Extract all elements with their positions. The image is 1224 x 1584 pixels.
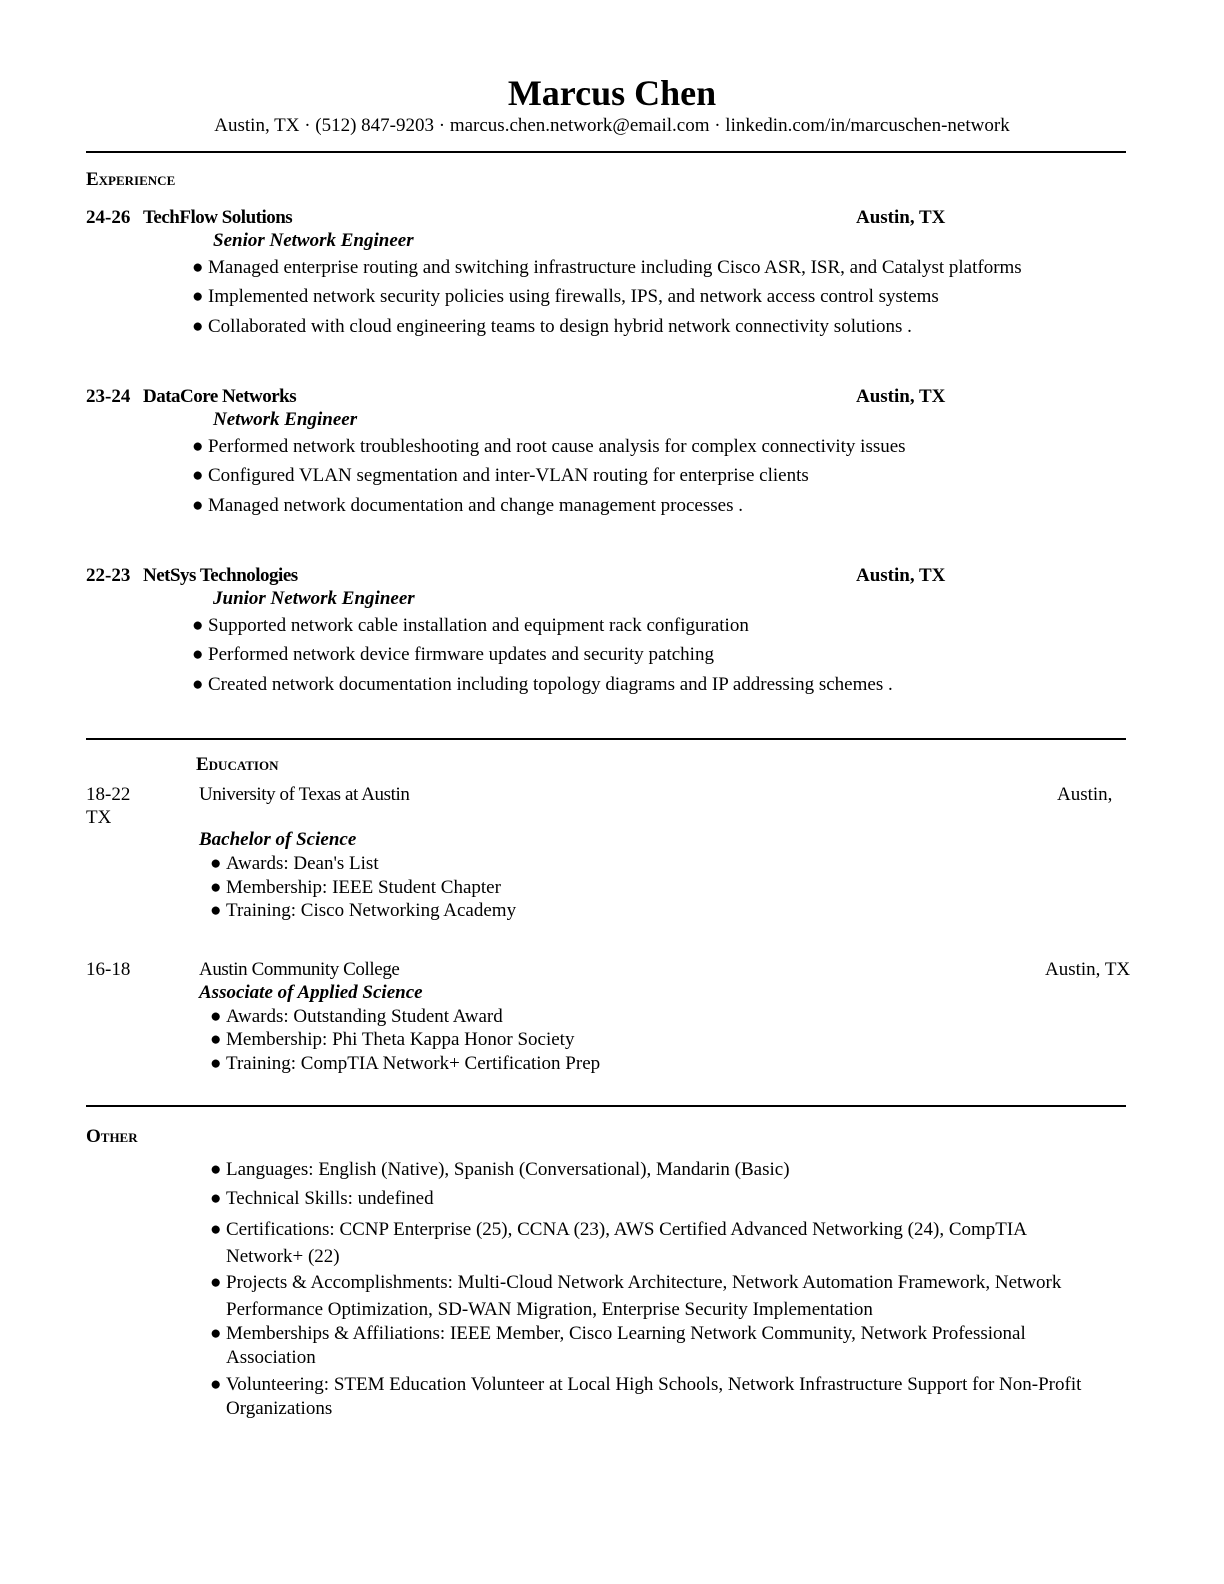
- other-item-memberships: ● Memberships & Affiliations: IEEE Member, Cisco Learning Network Community, Network Professional Association: [210, 1323, 1026, 1368]
- edu-bullet: ● Membership: Phi Theta Kappa Honor Society: [210, 1029, 575, 1050]
- edu-school: University of Texas at Austin: [199, 784, 410, 805]
- job-bullet: ● Managed network documentation and change management processes .: [192, 495, 743, 516]
- job-company: TechFlow Solutions: [143, 207, 293, 228]
- job-bullet: ● Configured VLAN segmentation and inter-VLAN routing for enterprise clients: [192, 465, 809, 486]
- bullet-icon: ●: [210, 1053, 222, 1074]
- bullet-icon: ●: [210, 900, 222, 921]
- other-item-certifications: ● Certifications: CCNP Enterprise (25), CCNA (23), AWS Certified Advanced Networking (24), CompTIA Network+ (22): [210, 1216, 1110, 1270]
- bullet-icon: ●: [210, 1323, 222, 1344]
- job-location: Austin, TX: [856, 565, 946, 586]
- section-heading-education: Education: [196, 754, 279, 775]
- edu-bullet: ● Training: CompTIA Network+ Certification Prep: [210, 1053, 601, 1074]
- bullet-icon: ●: [210, 1272, 222, 1293]
- job-company: DataCore Networks: [143, 386, 297, 407]
- bullet-icon: ●: [192, 465, 204, 486]
- edu-bullet: ● Awards: Dean's List: [210, 853, 379, 874]
- section-heading-experience: Experience: [86, 169, 176, 190]
- divider-education: [86, 1105, 1126, 1107]
- bullet-icon: ●: [210, 1374, 222, 1395]
- job-dates: 23-24: [86, 386, 131, 407]
- bullet-icon: ●: [192, 316, 204, 337]
- bullet-icon: ●: [210, 877, 222, 898]
- bullet-icon: ●: [210, 1188, 222, 1209]
- bullet-icon: ●: [210, 1029, 222, 1050]
- job-dates: 22-23: [86, 565, 131, 586]
- job-title: Junior Network Engineer: [213, 588, 415, 609]
- job-bullet: ● Collaborated with cloud engineering teams to design hybrid network connectivity solutions .: [192, 316, 912, 337]
- edu-degree: Associate of Applied Science: [199, 982, 423, 1003]
- edu-dates: 16-18: [86, 959, 131, 980]
- job-bullet: ● Managed enterprise routing and switching infrastructure including Cisco ASR, ISR, and Catalyst platforms: [192, 257, 1022, 278]
- bullet-icon: ●: [210, 1159, 222, 1180]
- bullet-icon: ●: [192, 286, 204, 307]
- bullet-icon: ●: [192, 436, 204, 457]
- job-location: Austin, TX: [856, 386, 946, 407]
- bullet-icon: ●: [210, 853, 222, 874]
- job-location: Austin, TX: [856, 207, 946, 228]
- bullet-icon: ●: [192, 615, 204, 636]
- edu-bullet: ● Training: Cisco Networking Academy: [210, 900, 517, 921]
- contact-line: Austin, TX · (512) 847-9203 · marcus.chen.network@email.com · linkedin.com/in/marcuschen-network: [214, 115, 1010, 136]
- bullet-icon: ●: [192, 674, 204, 695]
- edu-location: Austin,: [1057, 784, 1113, 805]
- job-dates: 24-26: [86, 207, 131, 228]
- edu-location-wrap: TX: [86, 807, 112, 828]
- other-item-volunteering: ● Volunteering: STEM Education Volunteer at Local High Schools, Network Infrastructure Support for Non-Profit Organizations: [210, 1374, 1082, 1419]
- edu-degree: Bachelor of Science: [199, 829, 357, 850]
- edu-dates: 18-22: [86, 784, 131, 805]
- other-item-technical-skills: ● Technical Skills: undefined: [210, 1188, 434, 1209]
- job-bullet: ● Supported network cable installation and equipment rack configuration: [192, 615, 749, 636]
- edu-bullet: ● Membership: IEEE Student Chapter: [210, 877, 501, 898]
- edu-bullet: ● Awards: Outstanding Student Award: [210, 1006, 503, 1027]
- divider-experience: [86, 738, 1126, 740]
- job-title: Senior Network Engineer: [213, 230, 414, 251]
- other-item-projects: ● Projects & Accomplishments: Multi-Cloud Network Architecture, Network Automation Framework, Network Performance Optimization, SD-WAN Migration, Enterprise Security Implementation: [210, 1269, 1110, 1323]
- bullet-icon: ●: [192, 495, 204, 516]
- divider-header: [86, 151, 1126, 153]
- bullet-icon: ●: [210, 1219, 222, 1240]
- job-bullet: ● Implemented network security policies using firewalls, IPS, and network access control systems: [192, 286, 939, 307]
- job-company: NetSys Technologies: [143, 565, 298, 586]
- edu-school: Austin Community College: [199, 959, 400, 980]
- edu-location: Austin, TX: [1045, 959, 1131, 980]
- job-bullet: ● Created network documentation including topology diagrams and IP addressing schemes .: [192, 674, 893, 695]
- job-title: Network Engineer: [213, 409, 358, 430]
- job-bullet: ● Performed network device firmware updates and security patching: [192, 644, 714, 665]
- job-bullet: ● Performed network troubleshooting and root cause analysis for complex connectivity issues: [192, 436, 906, 457]
- bullet-icon: ●: [210, 1006, 222, 1027]
- section-heading-other: Other: [86, 1126, 138, 1147]
- other-item-languages: ● Languages: English (Native), Spanish (Conversational), Mandarin (Basic): [210, 1159, 790, 1180]
- bullet-icon: ●: [192, 257, 204, 278]
- candidate-name: Marcus Chen: [507, 73, 717, 113]
- bullet-icon: ●: [192, 644, 204, 665]
